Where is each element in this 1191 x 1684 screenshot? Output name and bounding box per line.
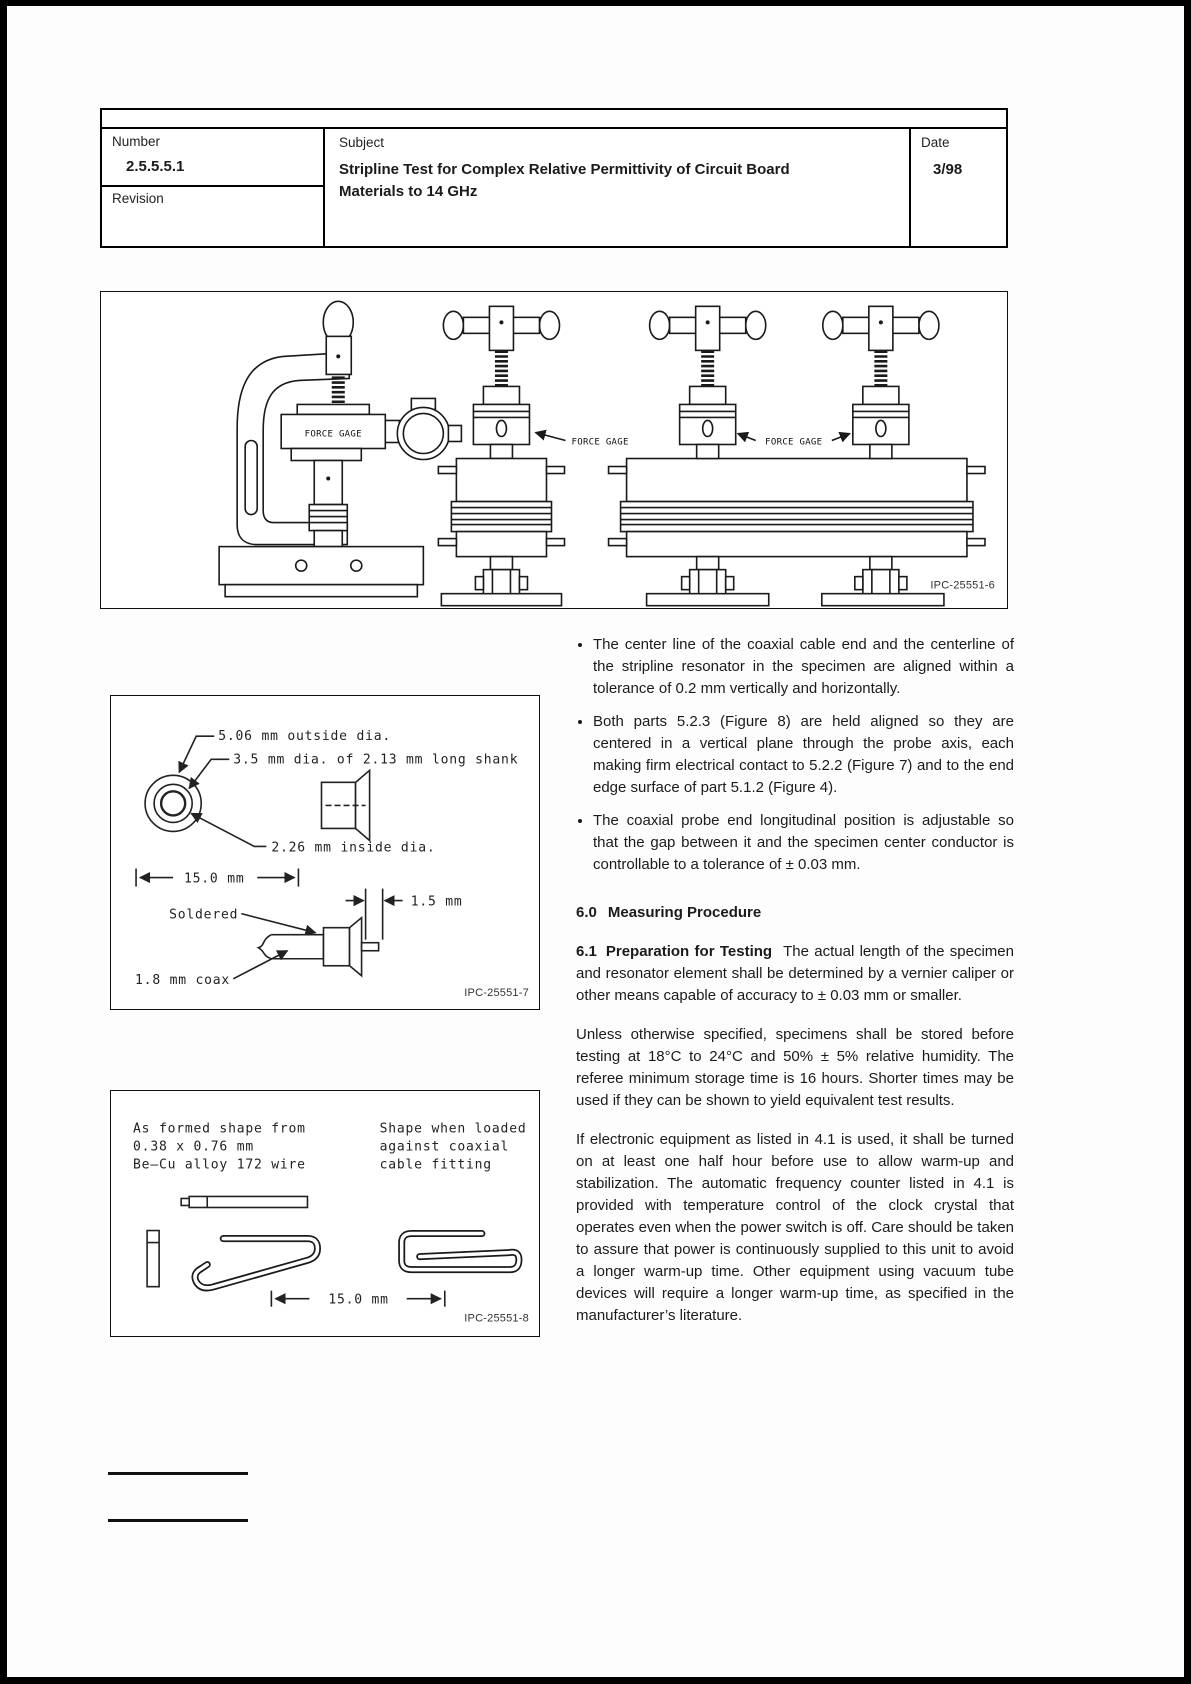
revision-label: Revision <box>112 191 164 206</box>
subsection-text: The actual length of the specimen and resonator element shall be determined by a vernier caliper or other means capable of accuracy to ± 0.03 mm or smaller. <box>576 943 1014 1004</box>
page-border-right <box>1184 0 1191 1684</box>
footnote-rule <box>108 1519 248 1522</box>
callout-outside-dia: 5.06 mm outside dia. <box>218 729 392 745</box>
connector-drawing <box>111 696 539 1009</box>
callout-shank: 3.5 mm dia. of 2.13 mm long shank <box>233 752 519 768</box>
page-border-bottom <box>0 1677 1191 1684</box>
section-title: Measuring Procedure <box>607 904 762 921</box>
header-table <box>100 108 1008 248</box>
page-border-left <box>0 0 7 1684</box>
bullet-item: • Both parts 5.2.3 (Figure 8) are held aligned so they are centered in a vertical plane through the probe axis, each making firm electrical contact to 5.2.2 (Figure 7) and to the end edge surface of part 5.1.2 (Figure 4). <box>593 711 1014 799</box>
section-number: 6.0 <box>576 904 597 921</box>
clip-loaded <box>402 1234 519 1270</box>
section-heading-6-0 <box>576 902 1014 924</box>
paragraph-6-1 <box>576 941 1014 1007</box>
wire-clip-drawing <box>111 1091 539 1336</box>
figure-apparatus <box>100 291 1008 609</box>
caption-loaded-line2: against coaxial <box>379 1139 510 1155</box>
caption-formed-line2: 0.38 x 0.76 mm <box>133 1139 254 1155</box>
bullet-item: • The coaxial probe end longitudinal position is adjustable so that the gap between it and the specimen center conductor is controllable to a tolerance of ± 0.03 mm. <box>593 810 1014 876</box>
caption-formed-line3: Be–Cu alloy 172 wire <box>133 1157 306 1173</box>
caption-loaded-line3: cable fitting <box>379 1157 492 1173</box>
callout-soldered: Soldered <box>169 907 239 923</box>
subsection-number: 6.1 <box>576 943 597 960</box>
middle-fixture-group <box>438 306 628 605</box>
figure-id-label: IPC-25551-6 <box>930 579 995 592</box>
page-border-top <box>0 0 1191 6</box>
callout-coax: 1.8 mm coax <box>135 972 231 988</box>
paragraph-equipment: If electronic equipment as listed in 4.1 is used, it shall be turned on at least one half hour before use to allow warm-up and stabilization. The automatic frequency counter listed in 4.1 is provided with temperature control of the clock crystal that operates even when the power switch is off. Care should be taken to assure that power is continuously supplied to this unit to avoid a longer warm-up time. Other equipment using vacuum tube devices will require a longer warm-up time, as specified in the manufacturer’s literature. <box>576 1131 1014 1324</box>
figure-id-label: IPC-25551-8 <box>464 1312 529 1325</box>
date-label: Date <box>921 135 950 150</box>
header-empty-strip <box>102 110 1006 129</box>
document-date: 3/98 <box>933 161 963 178</box>
caption-loaded-line1: Shape when loaded <box>379 1121 527 1137</box>
callout-inside-dia: 2.26 mm inside dia. <box>271 840 436 856</box>
dimension-width: 15.0 mm <box>328 1292 389 1308</box>
caption-formed-line1: As formed shape from <box>133 1121 306 1137</box>
header-number-cell <box>102 129 325 248</box>
subsection-title: Preparation for Testing <box>605 943 773 960</box>
flat-strip-view <box>181 1196 307 1207</box>
c-clamp-group <box>219 301 461 596</box>
revision-divider <box>101 185 324 187</box>
figure-connector-detail <box>110 695 540 1010</box>
bushing-side-view <box>321 770 369 840</box>
dimension-gap: 1.5 mm <box>410 894 463 910</box>
wire-end-view <box>147 1231 159 1287</box>
clip-as-formed <box>195 1239 318 1288</box>
paragraph-storage: Unless otherwise specified, specimens shall be stored before testing at 18°C to 24°C and 50% ± 5% relative humidity. The referee minimum storage time is 16 hours. Shorter times may be used if they can be shown to yield equivalent test results. <box>576 1026 1014 1109</box>
document-subject: Stripline Test for Complex Relative Permittivity of Circuit Board Materials to 14 GHz <box>339 161 790 200</box>
figure-wire-clip <box>110 1090 540 1337</box>
force-gage-label: FORCE GAGE <box>765 437 823 448</box>
number-label: Number <box>112 134 161 149</box>
document-number: 2.5.5.5.1 <box>126 158 185 175</box>
subject-label: Subject <box>339 135 385 150</box>
footnote-rule <box>108 1472 248 1475</box>
force-gage-label: FORCE GAGE <box>571 437 629 448</box>
header-subject-cell <box>325 129 911 248</box>
header-date-cell <box>911 129 1006 248</box>
dimension-width: 15.0 mm <box>184 871 245 887</box>
requirements-bullet-list <box>576 634 1014 876</box>
force-gage-label: FORCE GAGE <box>304 429 362 440</box>
bullet-item: • The center line of the coaxial cable end and the centerline of the stripline resonator in the specimen are aligned within a tolerance of 0.2 mm vertically and horizontally. <box>593 634 1014 700</box>
coax-connector-side-view <box>258 918 378 976</box>
apparatus-drawing <box>101 292 1007 608</box>
right-fixture-group <box>609 306 985 605</box>
figure-id-label: IPC-25551-7 <box>464 986 529 999</box>
body-text-column <box>576 634 1014 1327</box>
